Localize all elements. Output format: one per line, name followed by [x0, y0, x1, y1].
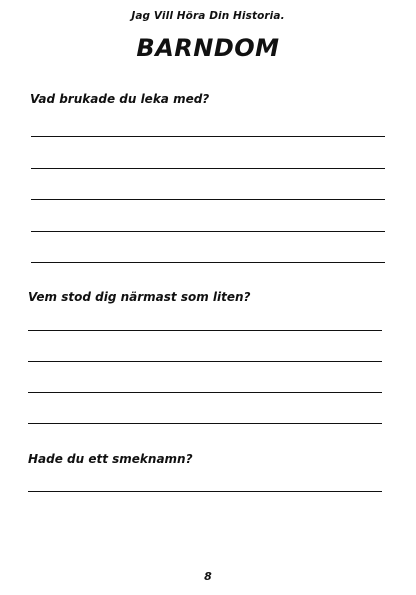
- answer-line: [28, 330, 382, 331]
- answer-line: [31, 136, 385, 137]
- answer-line: [31, 262, 385, 263]
- answer-line: [31, 199, 385, 200]
- question-3: Hade du ett smeknamn?: [28, 452, 193, 466]
- question-1: Vad brukade du leka med?: [30, 92, 210, 106]
- answer-line: [28, 491, 382, 492]
- answer-line: [28, 392, 382, 393]
- answer-line: [28, 361, 382, 362]
- page-title: BARNDOM: [136, 34, 280, 62]
- answer-line: [31, 231, 385, 232]
- answer-line: [28, 423, 382, 424]
- question-2: Vem stod dig närmast som liten?: [28, 290, 251, 304]
- page-number: 8: [204, 570, 212, 583]
- answer-line: [31, 168, 385, 169]
- book-subtitle: Jag Vill Höra Din Historia.: [131, 10, 285, 22]
